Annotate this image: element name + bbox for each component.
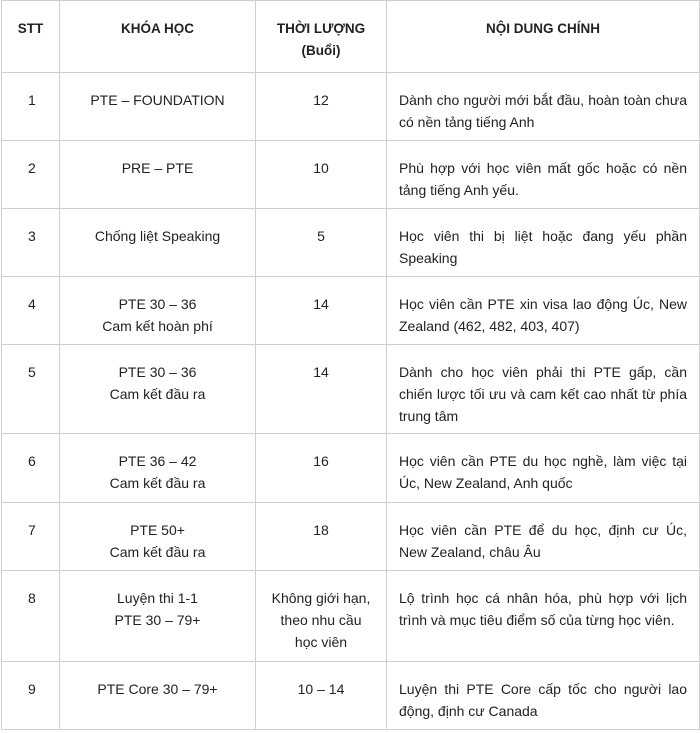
cell-content: Học viên cần PTE xin visa lao động Úc, New Zealand (462, 482, 403, 407) — [387, 277, 700, 345]
course-line: Chống liệt Speaking — [94, 228, 221, 244]
course-table — [1, 0, 700, 730]
cell-duration — [256, 73, 387, 141]
table-row — [2, 503, 700, 571]
duration-line: 16 — [313, 453, 329, 469]
cell-stt: 5 — [2, 345, 60, 434]
duration-line: 10 — [313, 160, 329, 176]
duration-line: Không giới hạn, — [271, 590, 371, 606]
duration-line: 14 — [313, 296, 329, 312]
cell-course — [60, 662, 256, 730]
cell-course — [60, 434, 256, 503]
cell-content: Phù hợp với học viên mất gốc hoặc có nền tảng tiếng Anh yếu. — [387, 141, 700, 209]
header-course: KHÓA HỌC — [60, 1, 256, 73]
header-row — [2, 1, 700, 73]
cell-stt: 2 — [2, 141, 60, 209]
course-line: PTE Core 30 – 79+ — [97, 681, 218, 697]
course-line: PTE 36 – 42 — [118, 453, 197, 469]
cell-duration — [256, 434, 387, 503]
cell-course — [60, 571, 256, 662]
cell-course — [60, 277, 256, 345]
course-line: Luyện thi 1-1 — [117, 590, 198, 606]
header-content: NỘI DUNG CHÍNH — [387, 1, 700, 73]
course-line: PTE 30 – 36 — [118, 296, 197, 312]
course-line: PTE 30 – 79+ — [114, 612, 201, 628]
duration-line: theo nhu cầu — [280, 612, 362, 628]
header-duration-title: THỜI LƯỢNG — [276, 21, 366, 36]
table-row — [2, 141, 700, 209]
table-row — [2, 662, 700, 730]
cell-content: Dành cho học viên phải thi PTE gấp, cần chiến lược tối ưu và cam kết cao nhất từ phía trung tâm — [387, 345, 700, 434]
header-duration — [256, 1, 387, 73]
cell-duration — [256, 571, 387, 662]
duration-line: học viên — [294, 634, 348, 650]
cell-content: Lộ trình học cá nhân hóa, phù hợp với lịch trình và mục tiêu điểm số của từng học viên. — [387, 571, 700, 662]
cell-course — [60, 141, 256, 209]
duration-line: 18 — [313, 522, 329, 538]
cell-content: Học viên thi bị liệt hoặc đang yếu phần Speaking — [387, 209, 700, 277]
table-row — [2, 277, 700, 345]
cell-course — [60, 73, 256, 141]
cell-duration — [256, 141, 387, 209]
cell-stt: 9 — [2, 662, 60, 730]
table-row — [2, 73, 700, 141]
cell-course — [60, 209, 256, 277]
table-row — [2, 345, 700, 434]
cell-duration — [256, 209, 387, 277]
course-line: Cam kết đầu ra — [109, 475, 206, 491]
cell-course — [60, 345, 256, 434]
cell-stt: 8 — [2, 571, 60, 662]
cell-content: Học viên cần PTE để du học, định cư Úc, New Zealand, châu Âu — [387, 503, 700, 571]
course-line: Cam kết hoàn phí — [102, 318, 213, 334]
cell-duration — [256, 503, 387, 571]
cell-stt: 4 — [2, 277, 60, 345]
course-line: Cam kết đầu ra — [109, 386, 206, 402]
cell-content: Học viên cần PTE du học nghề, làm việc tại Úc, New Zealand, Anh quốc — [387, 434, 700, 503]
cell-duration — [256, 277, 387, 345]
table-row — [2, 209, 700, 277]
cell-stt: 6 — [2, 434, 60, 503]
cell-stt: 1 — [2, 73, 60, 141]
table-row — [2, 434, 700, 503]
cell-course — [60, 503, 256, 571]
duration-line: 5 — [317, 228, 325, 244]
cell-stt: 7 — [2, 503, 60, 571]
table-row — [2, 571, 700, 662]
cell-content: Dành cho người mới bắt đầu, hoàn toàn chưa có nền tảng tiếng Anh — [387, 73, 700, 141]
cell-content: Luyện thi PTE Core cấp tốc cho người lao động, định cư Canada — [387, 662, 700, 730]
cell-duration — [256, 345, 387, 434]
duration-line: 14 — [313, 364, 329, 380]
course-line: PTE – FOUNDATION — [90, 92, 225, 108]
duration-line: 12 — [313, 92, 329, 108]
header-stt: STT — [2, 1, 60, 73]
course-line: PTE 30 – 36 — [118, 364, 197, 380]
course-line: PRE – PTE — [121, 160, 194, 176]
cell-stt: 3 — [2, 209, 60, 277]
course-line: Cam kết đầu ra — [109, 544, 206, 560]
header-duration-unit: (Buổi) — [301, 43, 341, 58]
course-line: PTE 50+ — [130, 522, 185, 538]
duration-line: 10 – 14 — [297, 681, 345, 697]
cell-duration — [256, 662, 387, 730]
